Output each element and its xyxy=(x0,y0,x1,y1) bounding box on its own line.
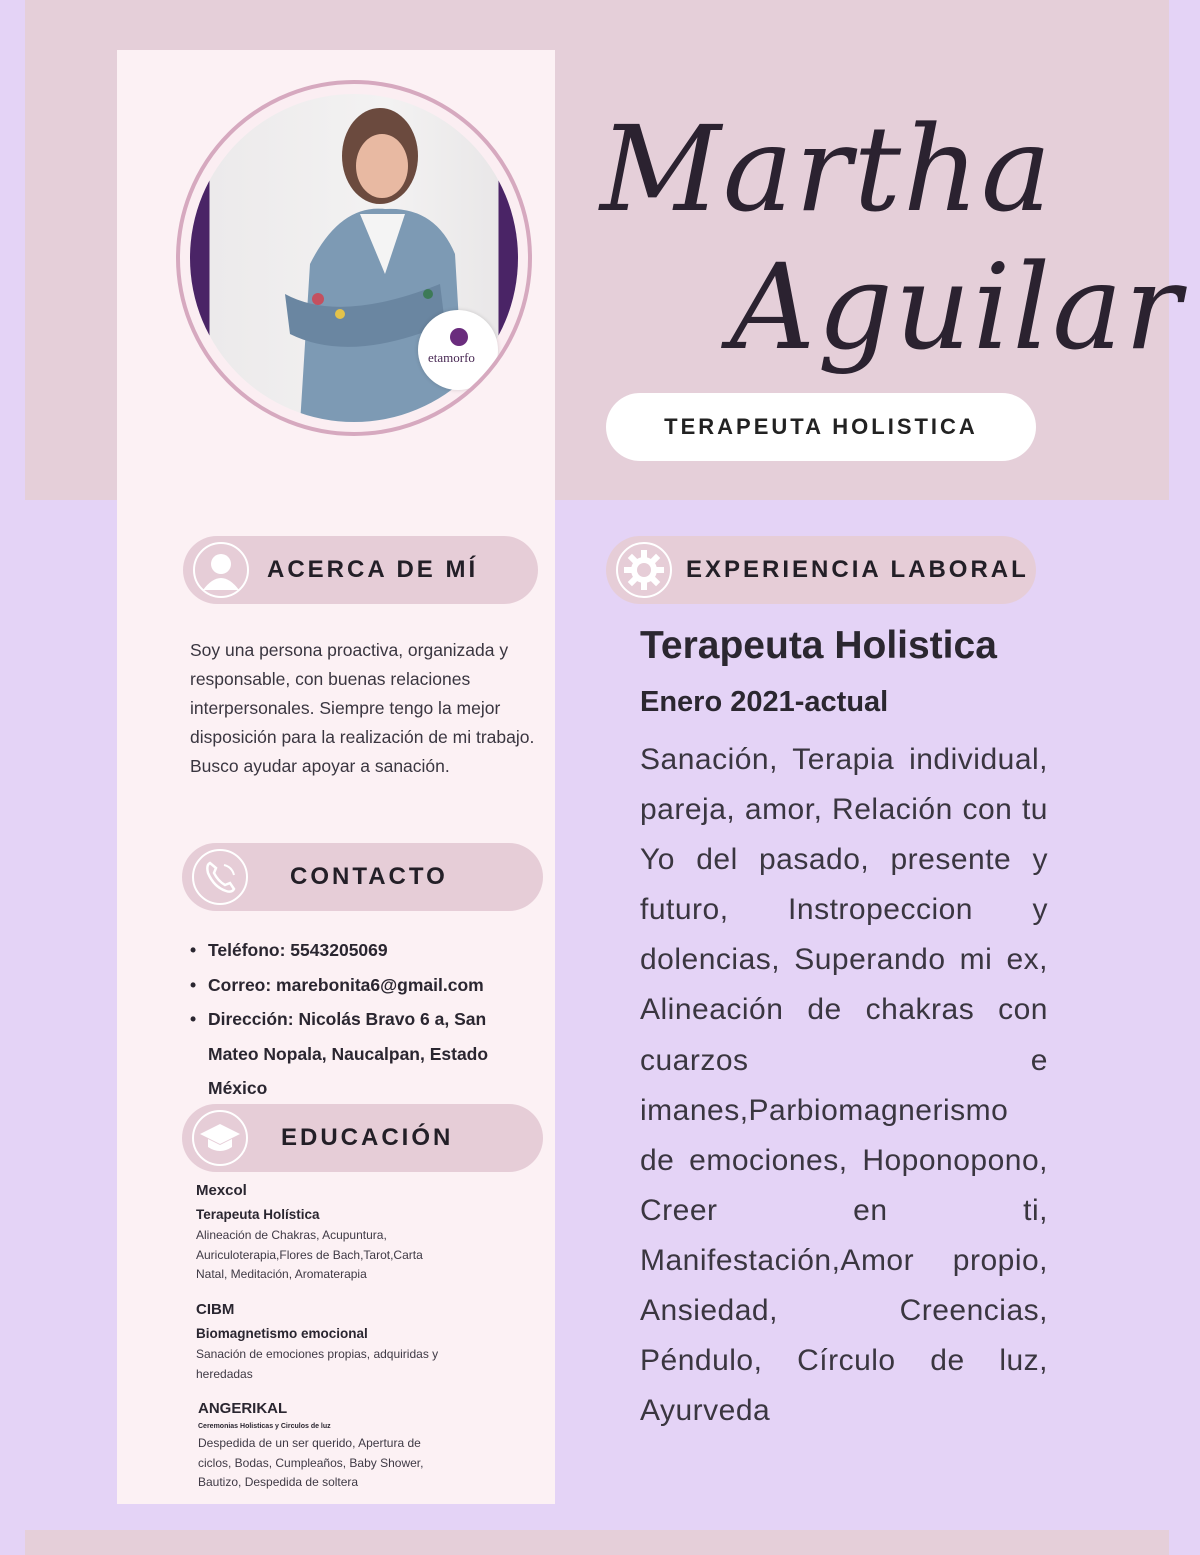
job-date: Enero 2021-actual xyxy=(640,686,889,718)
last-name: Aguilar xyxy=(730,238,1183,376)
contact-title: CONTACTO xyxy=(290,863,448,890)
education-degree: Terapeuta Holística xyxy=(196,1207,320,1222)
experience-heading xyxy=(606,536,1036,604)
about-title: ACERCA DE MÍ xyxy=(267,556,479,583)
about-heading xyxy=(183,536,538,604)
education-title: EDUCACIÓN xyxy=(281,1124,454,1151)
footer-band xyxy=(25,1530,1169,1555)
brand-logo xyxy=(418,310,498,390)
role-badge: TERAPEUTA HOLISTICA xyxy=(606,393,1036,461)
education-description: Alineación de Chakras, Acupuntura, Auriculoterapia,Flores de Bach,Tarot,Carta Natal, Meditación, Aromaterapia xyxy=(196,1228,423,1281)
contact-email: • Correo: marebonita6@gmail.com xyxy=(190,968,520,1003)
job-description: Sanación, Terapia individual, pareja, amor, Relación con tu Yo del pasado, presente y futuro, Instropeccion y dolencias, Superando mi ex, Alineación de chakras con cuarzos e imanes,Parbiomagnerismo de emociones, Hoponopono, Creer en ti, Manifestación,Amor propio, Ansiedad, Creencias, Péndulo, Círculo de luz, Ayurveda xyxy=(640,743,1048,1428)
logo-text: etamorfo xyxy=(428,350,475,365)
contact-address: • Dirección: Nicolás Bravo 6 a, San Mateo Nopala, Naucalpan, Estado México xyxy=(190,1002,520,1106)
education-entry xyxy=(196,1301,456,1384)
about-text: Soy una persona proactiva, organizada y responsable, con buenas relaciones interpersonales. Siempre tengo la mejor disposición para la realización de mi trabajo. Busco ayudar apoyar a sanación. xyxy=(190,640,535,776)
contact-list xyxy=(190,933,520,1106)
education-institution: ANGERIKAL xyxy=(198,1400,288,1417)
first-name: Martha xyxy=(600,100,1054,238)
education-description: Despedida de un ser querido, Apertura de ciclos, Bodas, Cumpleaños, Baby Shower, Bautizo, Despedida de soltera xyxy=(198,1436,424,1489)
job-title: Terapeuta Holistica xyxy=(640,624,997,667)
education-heading xyxy=(182,1104,543,1172)
logo-mark-icon xyxy=(450,328,468,346)
education-institution: CIBM xyxy=(196,1301,235,1318)
contact-heading xyxy=(182,843,543,911)
graduation-cap-icon xyxy=(192,1110,248,1166)
education-degree: Ceremonias Holisticas y Circulos de luz xyxy=(198,1423,331,1430)
experience-title: EXPERIENCIA LABORAL xyxy=(686,556,1029,583)
education-institution: Mexcol xyxy=(196,1182,247,1199)
education-entry xyxy=(196,1182,456,1285)
phone-icon xyxy=(192,849,248,905)
contact-phone: • Teléfono: 5543205069 xyxy=(190,933,520,968)
education-entry xyxy=(198,1400,448,1493)
user-icon xyxy=(193,542,249,598)
profile-photo-frame xyxy=(176,80,532,436)
education-description: Sanación de emociones propias, adquiridas y heredadas xyxy=(196,1347,439,1381)
gear-icon xyxy=(616,542,672,598)
education-degree: Biomagnetismo emocional xyxy=(196,1326,368,1341)
